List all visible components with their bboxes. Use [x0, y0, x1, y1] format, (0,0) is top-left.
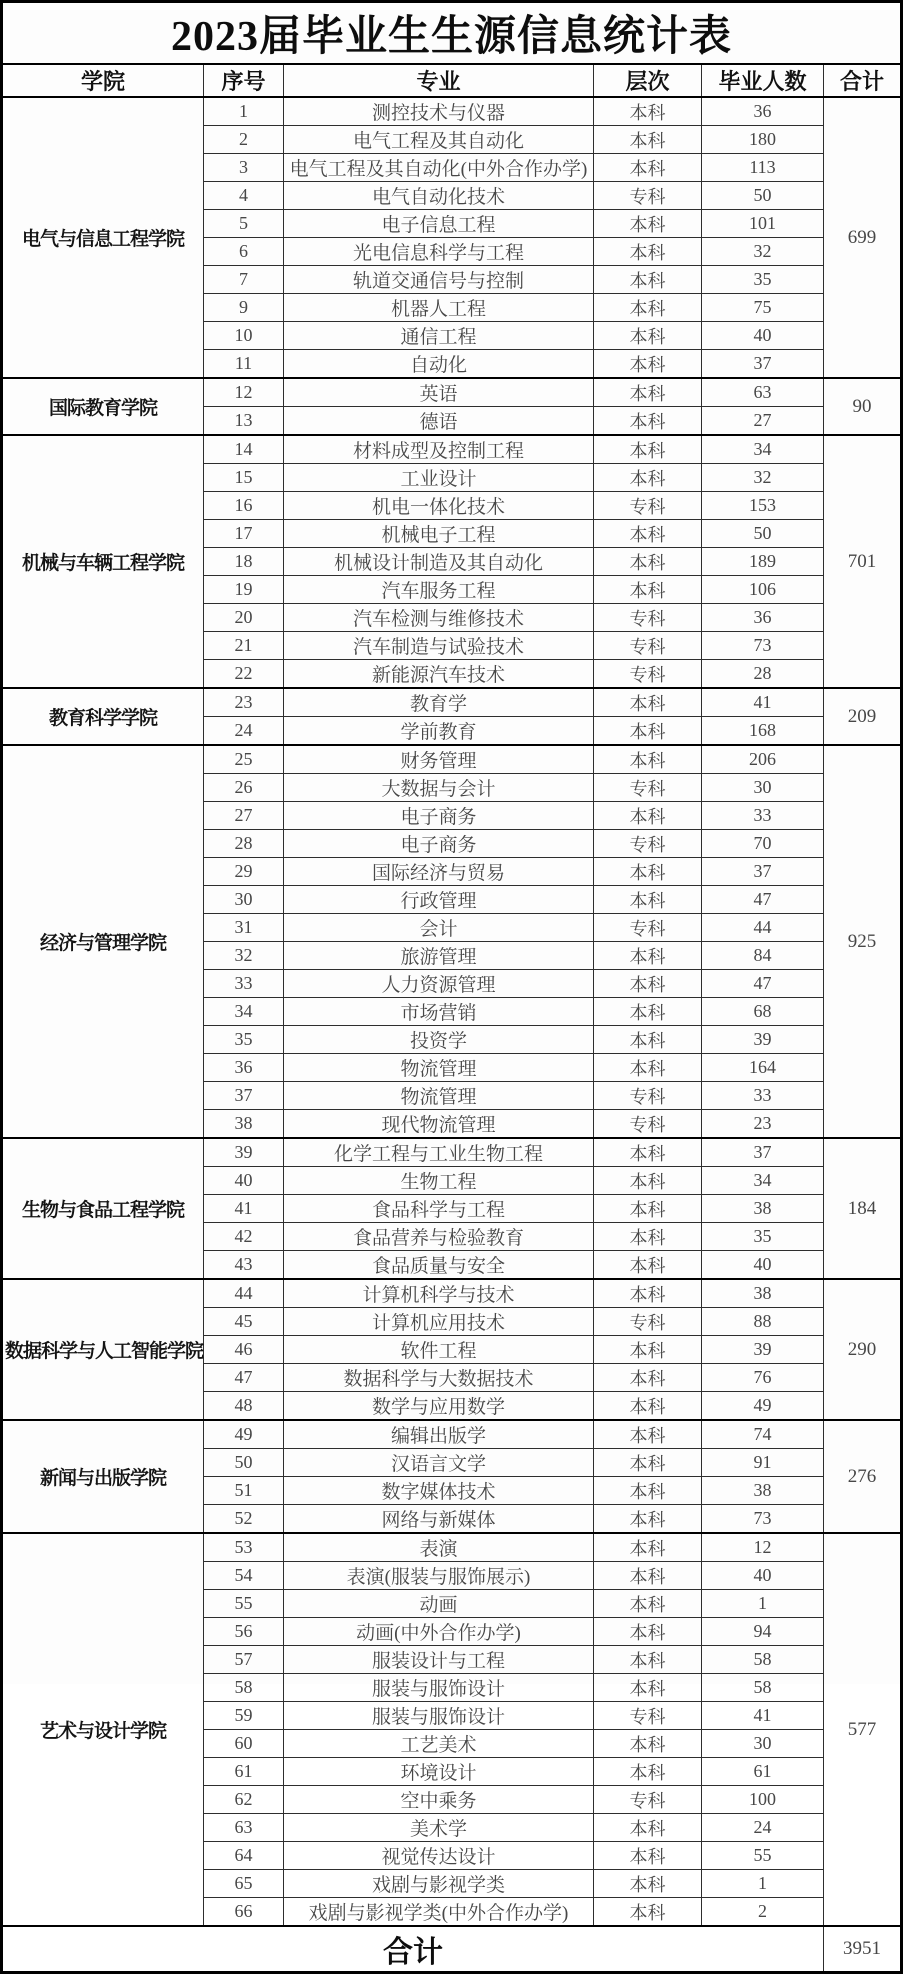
major-name-cell: 动画(中外合作办学) — [284, 1618, 594, 1646]
major-name-cell: 材料成型及控制工程 — [284, 435, 594, 464]
major-name-cell: 表演(服装与服饰展示) — [284, 1562, 594, 1590]
degree-level-cell: 本科 — [594, 1730, 702, 1758]
graduate-count-cell: 73 — [702, 1505, 824, 1534]
row-number-cell: 63 — [204, 1814, 284, 1842]
row-number-cell: 11 — [204, 350, 284, 379]
graduate-count-cell: 44 — [702, 914, 824, 942]
row-number-cell: 31 — [204, 914, 284, 942]
graduate-count-cell: 168 — [702, 717, 824, 746]
major-name-cell: 物流管理 — [284, 1054, 594, 1082]
table-row — [2, 97, 902, 126]
row-number-cell: 4 — [204, 182, 284, 210]
row-number-cell: 32 — [204, 942, 284, 970]
title-row — [2, 2, 902, 65]
college-total-cell: 577 — [824, 1533, 902, 1926]
row-number-cell: 6 — [204, 238, 284, 266]
major-name-cell: 国际经济与贸易 — [284, 858, 594, 886]
graduate-count-cell: 164 — [702, 1054, 824, 1082]
major-name-cell: 电气自动化技术 — [284, 182, 594, 210]
major-name-cell: 人力资源管理 — [284, 970, 594, 998]
major-name-cell: 视觉传达设计 — [284, 1842, 594, 1870]
graduate-count-cell: 47 — [702, 970, 824, 998]
major-name-cell: 测控技术与仪器 — [284, 97, 594, 126]
table-row — [2, 1533, 902, 1562]
row-number-cell: 59 — [204, 1702, 284, 1730]
row-number-cell: 53 — [204, 1533, 284, 1562]
degree-level-cell: 本科 — [594, 970, 702, 998]
row-number-cell: 13 — [204, 407, 284, 436]
degree-level-cell: 专科 — [594, 660, 702, 689]
degree-level-cell: 本科 — [594, 1251, 702, 1280]
degree-level-cell: 本科 — [594, 802, 702, 830]
degree-level-cell: 本科 — [594, 576, 702, 604]
row-number-cell: 55 — [204, 1590, 284, 1618]
graduate-count-cell: 38 — [702, 1195, 824, 1223]
major-name-cell: 物流管理 — [284, 1082, 594, 1110]
college-total-cell: 925 — [824, 745, 902, 1138]
graduate-count-cell: 63 — [702, 378, 824, 407]
degree-level-cell: 本科 — [594, 1870, 702, 1898]
major-name-cell: 计算机应用技术 — [284, 1308, 594, 1336]
degree-level-cell: 专科 — [594, 1702, 702, 1730]
major-name-cell: 电气工程及其自动化 — [284, 126, 594, 154]
degree-level-cell: 本科 — [594, 1279, 702, 1308]
college-name-cell: 数据科学与人工智能学院 — [2, 1279, 204, 1420]
graduate-count-cell: 12 — [702, 1533, 824, 1562]
row-number-cell: 60 — [204, 1730, 284, 1758]
major-name-cell: 学前教育 — [284, 717, 594, 746]
row-number-cell: 5 — [204, 210, 284, 238]
row-number-cell: 19 — [204, 576, 284, 604]
college-total-cell: 701 — [824, 435, 902, 688]
row-number-cell: 47 — [204, 1364, 284, 1392]
degree-level-cell: 本科 — [594, 1336, 702, 1364]
graduate-count-cell: 41 — [702, 688, 824, 717]
graduate-count-cell: 113 — [702, 154, 824, 182]
college-name-cell: 教育科学学院 — [2, 688, 204, 745]
graduate-count-cell: 94 — [702, 1618, 824, 1646]
college-total-cell: 290 — [824, 1279, 902, 1420]
major-name-cell: 行政管理 — [284, 886, 594, 914]
major-name-cell: 大数据与会计 — [284, 774, 594, 802]
graduate-count-cell: 106 — [702, 576, 824, 604]
degree-level-cell: 本科 — [594, 154, 702, 182]
degree-level-cell: 专科 — [594, 632, 702, 660]
degree-level-cell: 专科 — [594, 1110, 702, 1139]
graduate-count-cell: 36 — [702, 604, 824, 632]
major-name-cell: 生物工程 — [284, 1167, 594, 1195]
graduate-count-cell: 75 — [702, 294, 824, 322]
degree-level-cell: 本科 — [594, 97, 702, 126]
college-total-cell: 209 — [824, 688, 902, 745]
table-row — [2, 1420, 902, 1449]
degree-level-cell: 本科 — [594, 350, 702, 379]
major-name-cell: 轨道交通信号与控制 — [284, 266, 594, 294]
graduate-count-cell: 27 — [702, 407, 824, 436]
row-number-cell: 51 — [204, 1477, 284, 1505]
graduate-count-cell: 32 — [702, 464, 824, 492]
row-number-cell: 26 — [204, 774, 284, 802]
major-name-cell: 机器人工程 — [284, 294, 594, 322]
degree-level-cell: 本科 — [594, 1420, 702, 1449]
degree-level-cell: 本科 — [594, 520, 702, 548]
degree-level-cell: 本科 — [594, 858, 702, 886]
degree-level-cell: 本科 — [594, 886, 702, 914]
college-total-cell: 184 — [824, 1138, 902, 1279]
table-row — [2, 378, 902, 407]
row-number-cell: 30 — [204, 886, 284, 914]
graduate-count-cell: 1 — [702, 1590, 824, 1618]
row-number-cell: 12 — [204, 378, 284, 407]
degree-level-cell: 本科 — [594, 1477, 702, 1505]
row-number-cell: 21 — [204, 632, 284, 660]
graduate-count-cell: 1 — [702, 1870, 824, 1898]
row-number-cell: 16 — [204, 492, 284, 520]
graduate-count-cell: 24 — [702, 1814, 824, 1842]
graduate-count-cell: 34 — [702, 435, 824, 464]
major-name-cell: 机械电子工程 — [284, 520, 594, 548]
degree-level-cell: 本科 — [594, 1364, 702, 1392]
degree-level-cell: 专科 — [594, 182, 702, 210]
row-number-cell: 54 — [204, 1562, 284, 1590]
degree-level-cell: 本科 — [594, 548, 702, 576]
grand-total-row — [2, 1926, 902, 1973]
row-number-cell: 7 — [204, 266, 284, 294]
major-name-cell: 服装与服饰设计 — [284, 1674, 594, 1702]
major-name-cell: 会计 — [284, 914, 594, 942]
graduate-count-cell: 101 — [702, 210, 824, 238]
major-name-cell: 美术学 — [284, 1814, 594, 1842]
degree-level-cell: 本科 — [594, 1590, 702, 1618]
degree-level-cell: 本科 — [594, 942, 702, 970]
graduate-count-cell: 74 — [702, 1420, 824, 1449]
graduate-count-cell: 30 — [702, 1730, 824, 1758]
table-row — [2, 745, 902, 774]
graduate-count-cell: 40 — [702, 1562, 824, 1590]
row-number-cell: 64 — [204, 1842, 284, 1870]
degree-level-cell: 本科 — [594, 1898, 702, 1927]
column-header-total: 合计 — [824, 64, 902, 97]
row-number-cell: 10 — [204, 322, 284, 350]
degree-level-cell: 本科 — [594, 688, 702, 717]
major-name-cell: 服装与服饰设计 — [284, 1702, 594, 1730]
row-number-cell: 42 — [204, 1223, 284, 1251]
graduate-count-cell: 41 — [702, 1702, 824, 1730]
degree-level-cell: 本科 — [594, 378, 702, 407]
degree-level-cell: 专科 — [594, 1082, 702, 1110]
major-name-cell: 动画 — [284, 1590, 594, 1618]
graduate-count-cell: 39 — [702, 1026, 824, 1054]
major-name-cell: 计算机科学与技术 — [284, 1279, 594, 1308]
graduate-count-cell: 37 — [702, 1138, 824, 1167]
graduate-count-cell: 23 — [702, 1110, 824, 1139]
major-name-cell: 数据科学与大数据技术 — [284, 1364, 594, 1392]
row-number-cell: 62 — [204, 1786, 284, 1814]
degree-level-cell: 本科 — [594, 1505, 702, 1534]
major-name-cell: 电子商务 — [284, 802, 594, 830]
graduate-count-cell: 32 — [702, 238, 824, 266]
row-number-cell: 2 — [204, 126, 284, 154]
graduate-count-cell: 33 — [702, 802, 824, 830]
graduate-count-cell: 28 — [702, 660, 824, 689]
row-number-cell: 36 — [204, 1054, 284, 1082]
degree-level-cell: 本科 — [594, 1138, 702, 1167]
degree-level-cell: 本科 — [594, 717, 702, 746]
row-number-cell: 56 — [204, 1618, 284, 1646]
graduate-count-cell: 36 — [702, 97, 824, 126]
row-number-cell: 49 — [204, 1420, 284, 1449]
major-name-cell: 光电信息科学与工程 — [284, 238, 594, 266]
row-number-cell: 43 — [204, 1251, 284, 1280]
degree-level-cell: 本科 — [594, 210, 702, 238]
row-number-cell: 20 — [204, 604, 284, 632]
degree-level-cell: 本科 — [594, 126, 702, 154]
graduate-count-cell: 189 — [702, 548, 824, 576]
graduate-count-cell: 35 — [702, 266, 824, 294]
graduate-count-cell: 35 — [702, 1223, 824, 1251]
degree-level-cell: 本科 — [594, 1054, 702, 1082]
major-name-cell: 工业设计 — [284, 464, 594, 492]
major-name-cell: 戏剧与影视学类(中外合作办学) — [284, 1898, 594, 1927]
degree-level-cell: 本科 — [594, 1646, 702, 1674]
graduate-count-cell: 37 — [702, 858, 824, 886]
major-name-cell: 汽车服务工程 — [284, 576, 594, 604]
row-number-cell: 18 — [204, 548, 284, 576]
college-name-cell: 生物与食品工程学院 — [2, 1138, 204, 1279]
row-number-cell: 44 — [204, 1279, 284, 1308]
major-name-cell: 食品营养与检验教育 — [284, 1223, 594, 1251]
major-name-cell: 食品科学与工程 — [284, 1195, 594, 1223]
graduate-count-cell: 91 — [702, 1449, 824, 1477]
column-header-college: 学院 — [2, 64, 204, 97]
row-number-cell: 46 — [204, 1336, 284, 1364]
major-name-cell: 表演 — [284, 1533, 594, 1562]
degree-level-cell: 本科 — [594, 1533, 702, 1562]
major-name-cell: 软件工程 — [284, 1336, 594, 1364]
major-name-cell: 财务管理 — [284, 745, 594, 774]
column-header-level: 层次 — [594, 64, 702, 97]
table-row — [2, 688, 902, 717]
graduate-count-cell: 38 — [702, 1477, 824, 1505]
column-header-major: 专业 — [284, 64, 594, 97]
major-name-cell: 机电一体化技术 — [284, 492, 594, 520]
row-number-cell: 3 — [204, 154, 284, 182]
major-name-cell: 汽车制造与试验技术 — [284, 632, 594, 660]
degree-level-cell: 本科 — [594, 745, 702, 774]
graduate-count-cell: 38 — [702, 1279, 824, 1308]
graduate-count-cell: 37 — [702, 350, 824, 379]
degree-level-cell: 本科 — [594, 266, 702, 294]
graduate-count-cell: 55 — [702, 1842, 824, 1870]
college-name-cell: 新闻与出版学院 — [2, 1420, 204, 1533]
graduate-count-cell: 58 — [702, 1646, 824, 1674]
college-total-cell: 699 — [824, 97, 902, 378]
table-row — [2, 435, 902, 464]
degree-level-cell: 本科 — [594, 1814, 702, 1842]
graduate-count-cell: 40 — [702, 322, 824, 350]
column-header-seq: 序号 — [204, 64, 284, 97]
degree-level-cell: 本科 — [594, 1026, 702, 1054]
row-number-cell: 61 — [204, 1758, 284, 1786]
row-number-cell: 38 — [204, 1110, 284, 1139]
graduate-count-cell: 76 — [702, 1364, 824, 1392]
page-title: 2023届毕业生生源信息统计表 — [2, 2, 902, 65]
degree-level-cell: 专科 — [594, 830, 702, 858]
major-name-cell: 网络与新媒体 — [284, 1505, 594, 1534]
college-name-cell: 经济与管理学院 — [2, 745, 204, 1138]
graduate-count-cell: 50 — [702, 520, 824, 548]
college-total-cell: 276 — [824, 1420, 902, 1533]
graduate-count-cell: 30 — [702, 774, 824, 802]
row-number-cell: 9 — [204, 294, 284, 322]
degree-level-cell: 本科 — [594, 1618, 702, 1646]
table-header-row — [2, 64, 902, 97]
degree-level-cell: 本科 — [594, 1758, 702, 1786]
major-name-cell: 德语 — [284, 407, 594, 436]
column-header-graduates: 毕业人数 — [702, 64, 824, 97]
row-number-cell: 57 — [204, 1646, 284, 1674]
degree-level-cell: 专科 — [594, 492, 702, 520]
graduate-count-cell: 33 — [702, 1082, 824, 1110]
college-name-cell: 电气与信息工程学院 — [2, 97, 204, 378]
degree-level-cell: 本科 — [594, 1223, 702, 1251]
major-name-cell: 教育学 — [284, 688, 594, 717]
degree-level-cell: 本科 — [594, 1674, 702, 1702]
row-number-cell: 50 — [204, 1449, 284, 1477]
row-number-cell: 34 — [204, 998, 284, 1026]
degree-level-cell: 本科 — [594, 322, 702, 350]
graduate-count-cell: 70 — [702, 830, 824, 858]
graduate-count-cell: 39 — [702, 1336, 824, 1364]
degree-level-cell: 本科 — [594, 464, 702, 492]
row-number-cell: 28 — [204, 830, 284, 858]
row-number-cell: 27 — [204, 802, 284, 830]
degree-level-cell: 本科 — [594, 1167, 702, 1195]
graduate-count-cell: 153 — [702, 492, 824, 520]
degree-level-cell: 本科 — [594, 294, 702, 322]
major-name-cell: 食品质量与安全 — [284, 1251, 594, 1280]
major-name-cell: 化学工程与工业生物工程 — [284, 1138, 594, 1167]
college-total-cell: 90 — [824, 378, 902, 435]
degree-level-cell: 本科 — [594, 435, 702, 464]
major-name-cell: 电子信息工程 — [284, 210, 594, 238]
graduate-count-cell: 61 — [702, 1758, 824, 1786]
major-name-cell: 汽车检测与维修技术 — [284, 604, 594, 632]
degree-level-cell: 专科 — [594, 914, 702, 942]
major-name-cell: 旅游管理 — [284, 942, 594, 970]
major-name-cell: 服装设计与工程 — [284, 1646, 594, 1674]
major-name-cell: 新能源汽车技术 — [284, 660, 594, 689]
degree-level-cell: 专科 — [594, 1786, 702, 1814]
row-number-cell: 1 — [204, 97, 284, 126]
degree-level-cell: 本科 — [594, 238, 702, 266]
graduate-count-cell: 84 — [702, 942, 824, 970]
major-name-cell: 环境设计 — [284, 1758, 594, 1786]
major-name-cell: 汉语言文学 — [284, 1449, 594, 1477]
row-number-cell: 23 — [204, 688, 284, 717]
graduate-count-cell: 49 — [702, 1392, 824, 1421]
degree-level-cell: 专科 — [594, 604, 702, 632]
graduate-count-cell: 34 — [702, 1167, 824, 1195]
graduate-count-cell: 47 — [702, 886, 824, 914]
degree-level-cell: 本科 — [594, 407, 702, 436]
table-row — [2, 1138, 902, 1167]
degree-level-cell: 本科 — [594, 1392, 702, 1421]
row-number-cell: 65 — [204, 1870, 284, 1898]
college-name-cell: 国际教育学院 — [2, 378, 204, 435]
row-number-cell: 25 — [204, 745, 284, 774]
row-number-cell: 48 — [204, 1392, 284, 1421]
row-number-cell: 39 — [204, 1138, 284, 1167]
degree-level-cell: 本科 — [594, 1562, 702, 1590]
row-number-cell: 66 — [204, 1898, 284, 1927]
row-number-cell: 58 — [204, 1674, 284, 1702]
grand-total-label: 合计 — [2, 1926, 824, 1973]
college-name-cell: 艺术与设计学院 — [2, 1533, 204, 1926]
major-name-cell: 英语 — [284, 378, 594, 407]
major-name-cell: 数学与应用数学 — [284, 1392, 594, 1421]
row-number-cell: 41 — [204, 1195, 284, 1223]
major-name-cell: 电子商务 — [284, 830, 594, 858]
major-name-cell: 空中乘务 — [284, 1786, 594, 1814]
graduate-count-cell: 206 — [702, 745, 824, 774]
major-name-cell: 戏剧与影视学类 — [284, 1870, 594, 1898]
graduate-count-cell: 180 — [702, 126, 824, 154]
grand-total-value: 3951 — [824, 1926, 902, 1973]
graduate-count-cell: 68 — [702, 998, 824, 1026]
graduate-count-cell: 50 — [702, 182, 824, 210]
row-number-cell: 15 — [204, 464, 284, 492]
row-number-cell: 24 — [204, 717, 284, 746]
row-number-cell: 37 — [204, 1082, 284, 1110]
major-name-cell: 电气工程及其自动化(中外合作办学) — [284, 154, 594, 182]
graduate-count-cell: 2 — [702, 1898, 824, 1927]
row-number-cell: 33 — [204, 970, 284, 998]
row-number-cell: 22 — [204, 660, 284, 689]
degree-level-cell: 本科 — [594, 1195, 702, 1223]
row-number-cell: 17 — [204, 520, 284, 548]
major-name-cell: 自动化 — [284, 350, 594, 379]
major-name-cell: 通信工程 — [284, 322, 594, 350]
degree-level-cell: 专科 — [594, 1308, 702, 1336]
degree-level-cell: 本科 — [594, 998, 702, 1026]
table-row — [2, 1279, 902, 1308]
major-name-cell: 编辑出版学 — [284, 1420, 594, 1449]
row-number-cell: 40 — [204, 1167, 284, 1195]
major-name-cell: 现代物流管理 — [284, 1110, 594, 1139]
major-name-cell: 投资学 — [284, 1026, 594, 1054]
row-number-cell: 14 — [204, 435, 284, 464]
graduate-count-cell: 58 — [702, 1674, 824, 1702]
major-name-cell: 工艺美术 — [284, 1730, 594, 1758]
row-number-cell: 52 — [204, 1505, 284, 1534]
graduate-count-cell: 73 — [702, 632, 824, 660]
major-name-cell: 数字媒体技术 — [284, 1477, 594, 1505]
graduate-count-cell: 40 — [702, 1251, 824, 1280]
graduate-count-cell: 88 — [702, 1308, 824, 1336]
college-name-cell: 机械与车辆工程学院 — [2, 435, 204, 688]
degree-level-cell: 本科 — [594, 1449, 702, 1477]
row-number-cell: 29 — [204, 858, 284, 886]
degree-level-cell: 本科 — [594, 1842, 702, 1870]
row-number-cell: 45 — [204, 1308, 284, 1336]
graduate-count-cell: 100 — [702, 1786, 824, 1814]
degree-level-cell: 专科 — [594, 774, 702, 802]
major-name-cell: 市场营销 — [284, 998, 594, 1026]
row-number-cell: 35 — [204, 1026, 284, 1054]
major-name-cell: 机械设计制造及其自动化 — [284, 548, 594, 576]
